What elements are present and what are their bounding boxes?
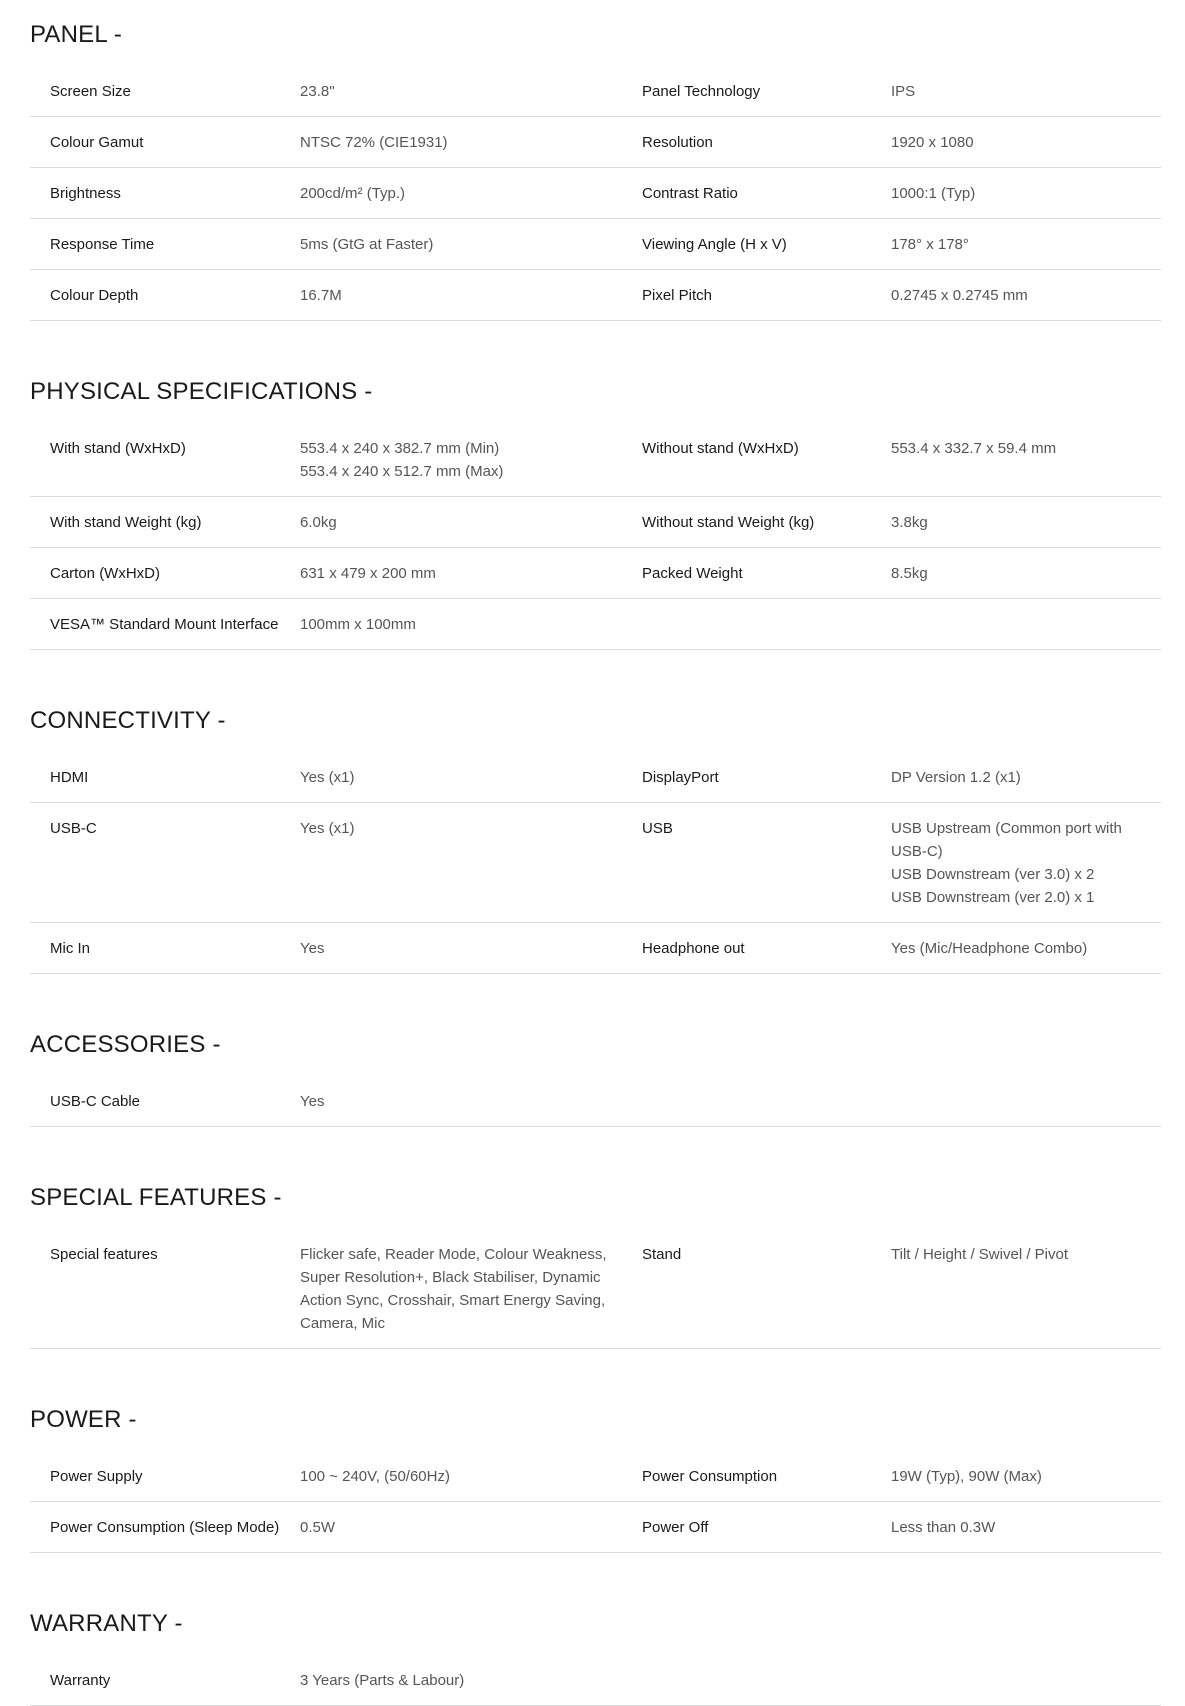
spec-row [30, 1076, 1161, 1127]
spec-row [30, 752, 1161, 803]
spec-value [300, 752, 642, 803]
spec-label: Contrast Ratio [642, 185, 738, 202]
spec-row [30, 117, 1161, 168]
spec-value-line: 1920 x 1080 [891, 134, 974, 151]
spec-row [30, 1655, 1161, 1706]
spec-row [30, 423, 1161, 497]
spec-value-line: Yes [300, 940, 325, 957]
spec-value [300, 923, 642, 974]
spec-value [891, 117, 1161, 168]
spec-value-line: USB Downstream (ver 3.0) x 2 [891, 866, 1095, 883]
spec-label: Packed Weight [642, 565, 743, 582]
spec-label: Screen Size [50, 83, 131, 100]
section-title: CONNECTIVITY - [30, 707, 226, 734]
spec-section [30, 1177, 1161, 1349]
spec-label: Without stand Weight (kg) [642, 514, 815, 531]
spec-row [30, 497, 1161, 548]
spec-value-line: 8.5kg [891, 565, 928, 582]
spec-value-line: 23.8" [300, 83, 335, 100]
spec-row [30, 1229, 1161, 1349]
spec-value [300, 548, 642, 599]
spec-value-line: 553.4 x 240 x 512.7 mm (Max) [300, 463, 504, 480]
section-title: SPECIAL FEATURES - [30, 1184, 282, 1211]
spec-label: Stand [642, 1246, 682, 1263]
spec-label: Power Supply [50, 1468, 143, 1485]
spec-label: Special features [50, 1246, 158, 1263]
spec-value-line: 3.8kg [891, 514, 928, 531]
spec-value [891, 599, 1161, 650]
spec-value-line: Less than 0.3W [891, 1519, 996, 1536]
spec-value-line: Action Sync, Crosshair, Smart Energy Saving, [300, 1292, 606, 1309]
spec-value [891, 219, 1161, 270]
spec-value [891, 497, 1161, 548]
spec-value [300, 1229, 642, 1349]
spec-section [30, 1024, 1161, 1127]
spec-label [642, 599, 891, 650]
spec-value [300, 66, 642, 117]
section-title: WARRANTY - [30, 1610, 183, 1637]
spec-table [30, 1076, 1161, 1127]
spec-label: Carton (WxHxD) [50, 565, 161, 582]
spec-value-line: 5ms (GtG at Faster) [300, 236, 434, 253]
spec-label: HDMI [50, 769, 89, 786]
spec-value-line: 1000:1 (Typ) [891, 185, 976, 202]
spec-value-line: 631 x 479 x 200 mm [300, 565, 436, 582]
spec-value [891, 548, 1161, 599]
spec-value [891, 66, 1161, 117]
spec-value [891, 1229, 1161, 1349]
spec-value [300, 803, 642, 923]
section-title: PHYSICAL SPECIFICATIONS - [30, 378, 373, 405]
spec-value-line: Yes (x1) [300, 820, 355, 837]
spec-label: USB [642, 820, 673, 837]
spec-value [891, 1655, 1161, 1706]
spec-label: USB-C Cable [50, 1093, 141, 1110]
spec-table [30, 1655, 1161, 1706]
spec-value [891, 423, 1161, 497]
spec-table [30, 1229, 1161, 1349]
spec-row [30, 1502, 1161, 1553]
spec-value [300, 599, 642, 650]
spec-value [891, 1451, 1161, 1502]
spec-label: Warranty [50, 1672, 111, 1689]
spec-value [300, 168, 642, 219]
spec-label: USB-C [50, 820, 97, 837]
spec-label: Power Off [642, 1519, 709, 1536]
spec-label: Colour Gamut [50, 134, 144, 151]
spec-value [891, 1076, 1161, 1127]
spec-value-line: Yes (x1) [300, 769, 355, 786]
spec-value-line: 553.4 x 332.7 x 59.4 mm [891, 440, 1057, 457]
spec-value [300, 1076, 642, 1127]
spec-value-line: 16.7M [300, 287, 342, 304]
spec-value [300, 497, 642, 548]
spec-value-line: 0.5W [300, 1519, 336, 1536]
spec-label: Power Consumption (Sleep Mode) [50, 1519, 280, 1536]
spec-value-line: 553.4 x 240 x 382.7 mm (Min) [300, 440, 500, 457]
spec-value-line: IPS [891, 83, 916, 100]
spec-value-line: Yes (Mic/Headphone Combo) [891, 940, 1088, 957]
spec-label: VESA™ Standard Mount Interface [50, 616, 279, 633]
spec-value [891, 803, 1161, 923]
spec-value-line: 200cd/m² (Typ.) [300, 185, 406, 202]
spec-label: With stand Weight (kg) [50, 514, 202, 531]
spec-value [300, 1451, 642, 1502]
spec-label: Mic In [50, 940, 91, 957]
spec-row [30, 548, 1161, 599]
spec-label [642, 1076, 891, 1127]
spec-label: Pixel Pitch [642, 287, 713, 304]
spec-value-line: 19W (Typ), 90W (Max) [891, 1468, 1042, 1485]
spec-value [891, 923, 1161, 974]
spec-label: Brightness [50, 185, 121, 202]
spec-value-line: Tilt / Height / Swivel / Pivot [891, 1246, 1068, 1263]
spec-value [891, 168, 1161, 219]
spec-value-line: 3 Years (Parts & Labour) [300, 1672, 465, 1689]
spec-value [300, 423, 642, 497]
spec-row [30, 66, 1161, 117]
spec-value-line: Camera, Mic [300, 1315, 386, 1332]
section-title: POWER - [30, 1406, 137, 1433]
spec-row [30, 803, 1161, 923]
spec-value [300, 270, 642, 321]
spec-value [891, 752, 1161, 803]
spec-value [300, 1502, 642, 1553]
spec-label: Viewing Angle (H x V) [642, 236, 787, 253]
section-title: PANEL - [30, 21, 123, 48]
spec-value-line: DP Version 1.2 (x1) [891, 769, 1021, 786]
spec-section [30, 1603, 1161, 1706]
spec-value [891, 270, 1161, 321]
spec-section [30, 371, 1161, 650]
spec-section [30, 700, 1161, 974]
spec-label: With stand (WxHxD) [50, 440, 186, 457]
spec-value-line: 100mm x 100mm [300, 616, 416, 633]
spec-value [891, 1502, 1161, 1553]
spec-value-line: Super Resolution+, Black Stabiliser, Dynamic [300, 1269, 601, 1286]
spec-value-line: USB Downstream (ver 2.0) x 1 [891, 889, 1095, 906]
spec-value [300, 1655, 642, 1706]
spec-row [30, 923, 1161, 974]
spec-value [300, 219, 642, 270]
spec-label: DisplayPort [642, 769, 719, 786]
spec-table [30, 1451, 1161, 1553]
spec-label: Panel Technology [642, 83, 761, 100]
spec-value-line: Yes [300, 1093, 325, 1110]
spec-label: Headphone out [642, 940, 745, 957]
spec-value-line: 178° x 178° [891, 236, 969, 253]
spec-section [30, 1399, 1161, 1553]
spec-value [300, 117, 642, 168]
spec-section [30, 14, 1161, 321]
spec-value-line: 100 ~ 240V, (50/60Hz) [300, 1468, 450, 1485]
spec-label: Power Consumption [642, 1468, 778, 1485]
spec-value-line: Flicker safe, Reader Mode, Colour Weakness, [300, 1246, 607, 1263]
section-title: ACCESSORIES - [30, 1031, 221, 1058]
spec-table [30, 752, 1161, 974]
spec-value-line: USB Upstream (Common port with USB-C) [891, 820, 1122, 860]
spec-value-line: NTSC 72% (CIE1931) [300, 134, 448, 151]
spec-label [642, 1655, 891, 1706]
spec-value-line: 0.2745 x 0.2745 mm [891, 287, 1028, 304]
spec-label: Resolution [642, 134, 713, 151]
spec-value-line: 6.0kg [300, 514, 337, 531]
spec-row [30, 270, 1161, 321]
spec-table [30, 66, 1161, 321]
spec-row [30, 219, 1161, 270]
spec-row [30, 168, 1161, 219]
spec-label: Response Time [50, 236, 155, 253]
spec-table [30, 423, 1161, 650]
spec-row [30, 1451, 1161, 1502]
spec-label: Without stand (WxHxD) [642, 440, 799, 457]
spec-row [30, 599, 1161, 650]
spec-label: Colour Depth [50, 287, 139, 304]
